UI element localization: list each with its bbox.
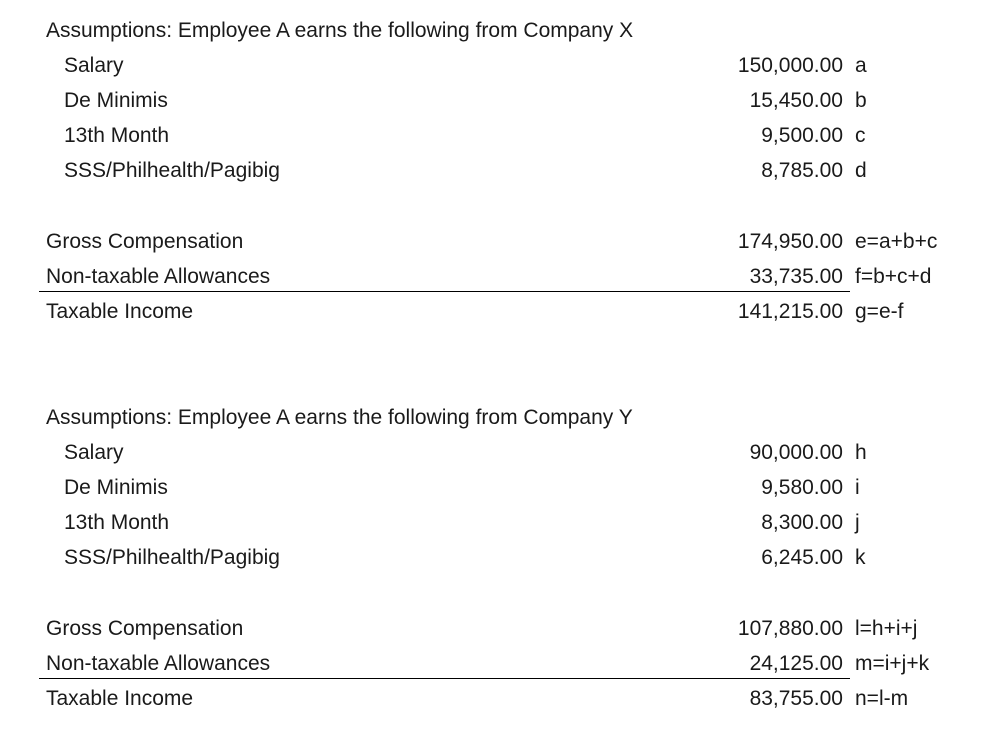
row-label: Non-taxable Allowances bbox=[46, 265, 271, 288]
row-value: 24,125.00 bbox=[749, 652, 843, 675]
row-label: 13th Month bbox=[64, 511, 170, 534]
taxable-income-row bbox=[0, 297, 1000, 327]
table-row bbox=[0, 508, 1000, 538]
non-taxable-allowances-row bbox=[0, 262, 1000, 292]
row-value: 9,500.00 bbox=[761, 124, 843, 147]
section-y-heading: Assumptions: Employee A earns the following from Company Y bbox=[46, 406, 633, 429]
row-ref: i bbox=[855, 476, 860, 499]
table-row bbox=[0, 121, 1000, 151]
gross-compensation-row bbox=[0, 227, 1000, 257]
row-ref: k bbox=[855, 546, 866, 569]
row-value: 9,580.00 bbox=[761, 476, 843, 499]
table-row bbox=[0, 156, 1000, 186]
gross-compensation-row bbox=[0, 614, 1000, 644]
row-value: 141,215.00 bbox=[737, 300, 843, 323]
row-ref: h bbox=[855, 441, 867, 464]
table-row bbox=[0, 438, 1000, 468]
row-ref: n=l-m bbox=[855, 687, 909, 710]
row-label: De Minimis bbox=[64, 476, 168, 499]
row-ref: m=i+j+k bbox=[855, 652, 930, 675]
row-value: 90,000.00 bbox=[749, 441, 843, 464]
section-x-heading-row bbox=[0, 16, 1000, 46]
row-label: SSS/Philhealth/Pagibig bbox=[64, 159, 280, 182]
taxable-income-row bbox=[0, 684, 1000, 714]
row-value: 15,450.00 bbox=[749, 89, 843, 112]
row-ref: e=a+b+c bbox=[855, 230, 938, 253]
row-ref: a bbox=[855, 54, 867, 77]
row-ref: f=b+c+d bbox=[855, 265, 932, 288]
total-divider bbox=[39, 678, 850, 679]
row-label: Taxable Income bbox=[46, 687, 194, 710]
row-value: 8,300.00 bbox=[761, 511, 843, 534]
row-label: Non-taxable Allowances bbox=[46, 652, 271, 675]
row-label: Salary bbox=[64, 441, 124, 464]
row-label: SSS/Philhealth/Pagibig bbox=[64, 546, 280, 569]
row-label: Gross Compensation bbox=[46, 230, 244, 253]
row-label: Gross Compensation bbox=[46, 617, 244, 640]
table-row bbox=[0, 543, 1000, 573]
row-ref: j bbox=[855, 511, 860, 534]
row-label: Taxable Income bbox=[46, 300, 194, 323]
row-value: 6,245.00 bbox=[761, 546, 843, 569]
section-y-heading-row bbox=[0, 403, 1000, 433]
row-value: 83,755.00 bbox=[749, 687, 843, 710]
non-taxable-allowances-row bbox=[0, 649, 1000, 679]
total-divider bbox=[39, 291, 850, 292]
row-label: Salary bbox=[64, 54, 124, 77]
row-label: 13th Month bbox=[64, 124, 170, 147]
table-row bbox=[0, 51, 1000, 81]
row-ref: d bbox=[855, 159, 867, 182]
row-value: 107,880.00 bbox=[737, 617, 843, 640]
row-value: 174,950.00 bbox=[737, 230, 843, 253]
table-row bbox=[0, 86, 1000, 116]
section-x-heading: Assumptions: Employee A earns the following from Company X bbox=[46, 19, 634, 42]
row-ref: b bbox=[855, 89, 867, 112]
row-ref: l=h+i+j bbox=[855, 617, 918, 640]
row-value: 33,735.00 bbox=[749, 265, 843, 288]
row-ref: c bbox=[855, 124, 866, 147]
row-label: De Minimis bbox=[64, 89, 168, 112]
row-value: 8,785.00 bbox=[761, 159, 843, 182]
row-ref: g=e-f bbox=[855, 300, 904, 323]
row-value: 150,000.00 bbox=[737, 54, 843, 77]
table-row bbox=[0, 473, 1000, 503]
